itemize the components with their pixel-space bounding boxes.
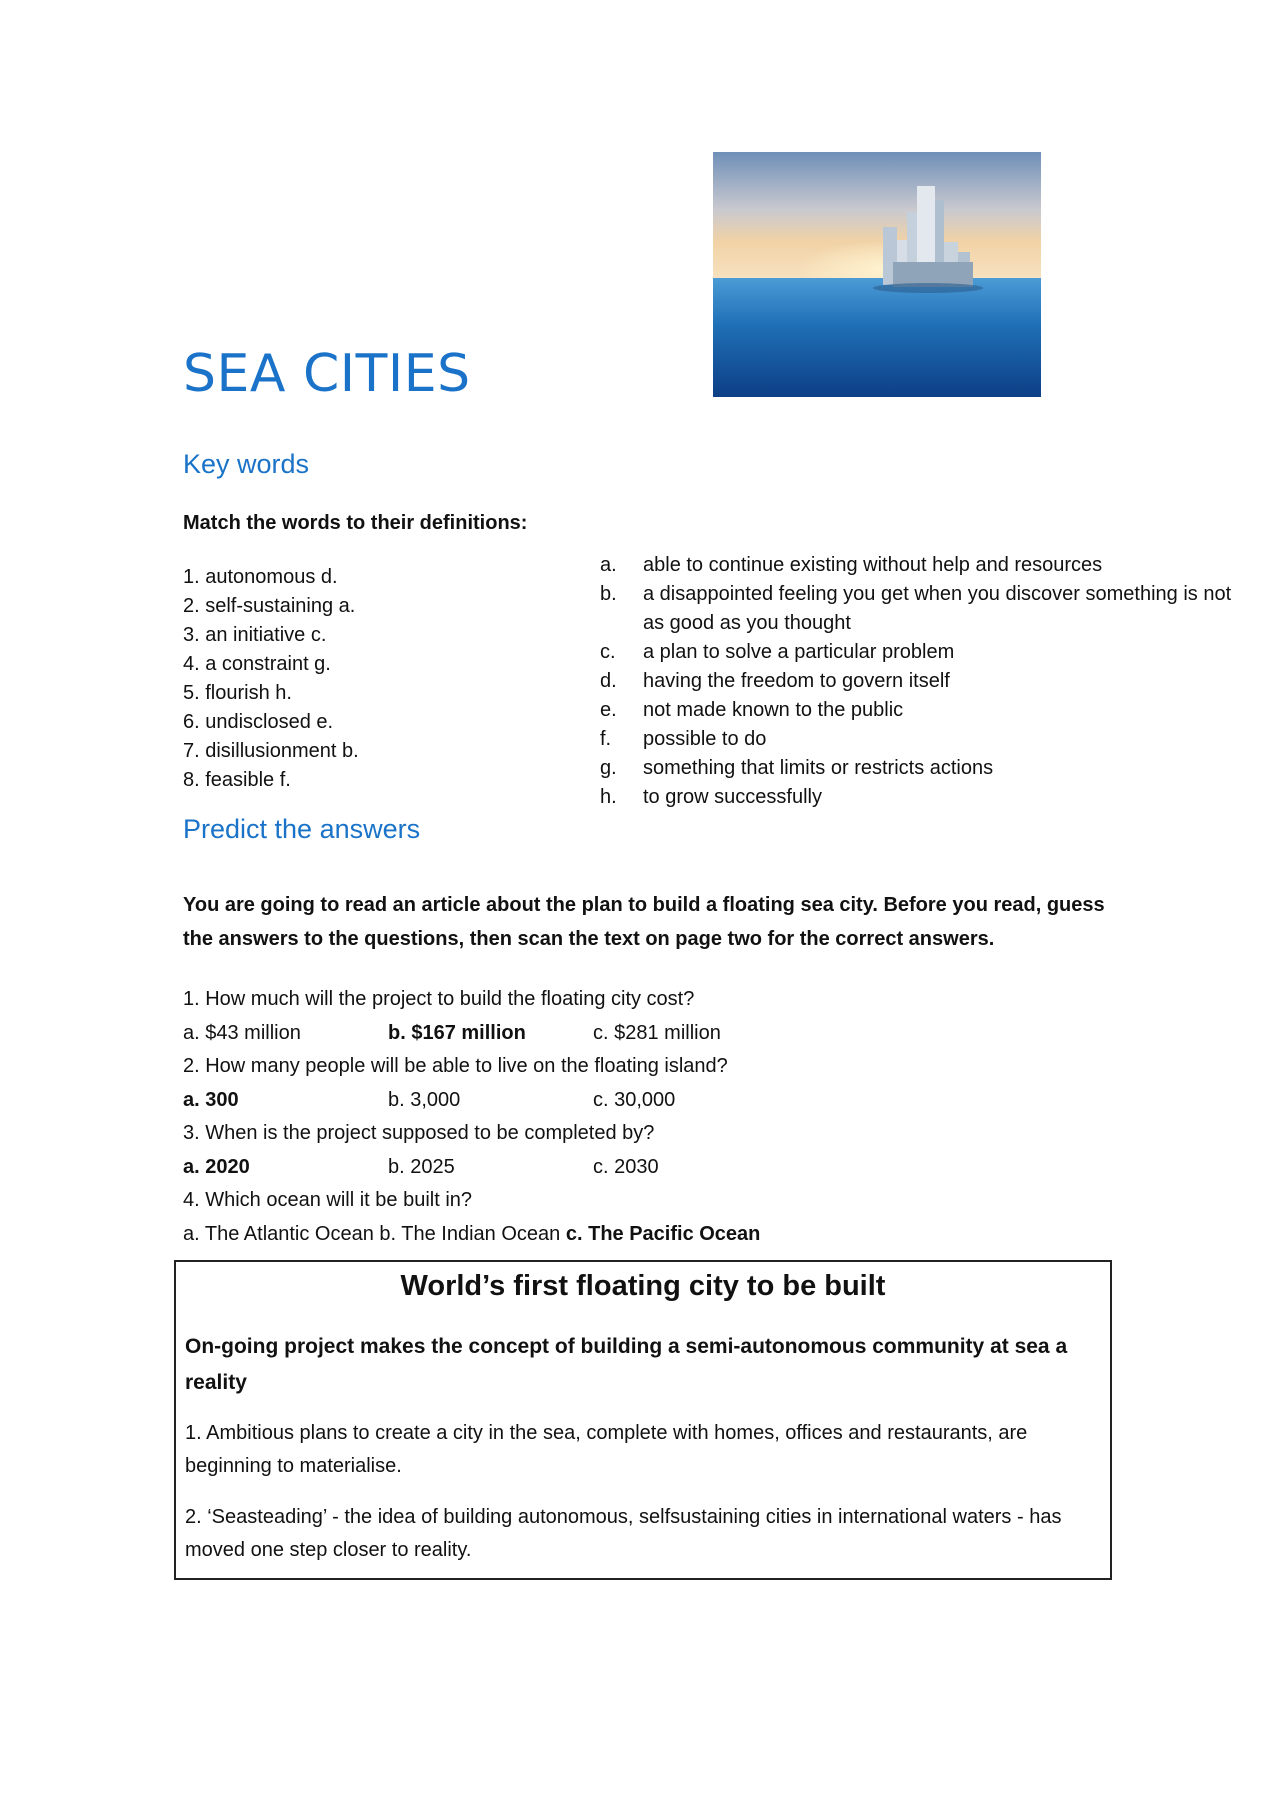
definition-text: not made known to the public xyxy=(643,699,904,721)
definition-text: something that limits or restricts actions xyxy=(643,757,994,779)
question-4: 4. Which ocean will it be built in? xyxy=(183,1189,473,1211)
option-c: c. 2030 xyxy=(593,1155,659,1178)
floating-city-photo xyxy=(713,152,1041,397)
option-a-b: a. The Atlantic Ocean b. The Indian Ocean xyxy=(183,1222,561,1245)
option-a: a. 2020 xyxy=(183,1155,250,1178)
definition-text: possible to do xyxy=(643,728,767,750)
word-item: 5. flourish h. xyxy=(183,682,292,704)
option-c: c. $281 million xyxy=(593,1021,721,1044)
option-b: b. $167 million xyxy=(388,1021,526,1044)
definition-letter: a. xyxy=(600,554,617,576)
question-4-options xyxy=(183,1218,1083,1252)
article-subtitle: On-going project makes the concept of building a semi-autonomous community at sea a reality xyxy=(185,1335,1068,1394)
definition-letter: c. xyxy=(600,641,616,663)
definition-item xyxy=(600,580,1240,638)
prediction-quiz xyxy=(183,983,1083,1251)
definition-letter: g. xyxy=(600,757,617,779)
question-1-options xyxy=(183,1017,1083,1051)
definition-text: to grow successfully xyxy=(643,786,822,808)
definition-letter: h. xyxy=(600,786,617,808)
definition-letter: d. xyxy=(600,670,617,692)
page-title: SEA CITIES xyxy=(183,344,471,404)
word-item: 1. autonomous d. xyxy=(183,566,338,588)
word-item: 8. feasible f. xyxy=(183,769,291,791)
definition-item xyxy=(600,667,1240,696)
word-item: 4. a constraint g. xyxy=(183,653,331,675)
definition-letter: b. xyxy=(600,583,617,605)
option-a: a. $43 million xyxy=(183,1021,301,1044)
article-title: World’s first floating city to be built xyxy=(400,1270,886,1302)
question-2-options xyxy=(183,1084,1083,1118)
key-words-heading: Key words xyxy=(183,449,310,479)
definition-text: a disappointed feeling you get when you discover something is not as good as you thought xyxy=(643,583,1232,634)
definition-item xyxy=(600,725,1240,754)
word-item: 7. disillusionment b. xyxy=(183,740,359,762)
article-paragraph-2: 2. ‘Seasteading’ - the idea of building autonomous, selfsustaining cities in international waters - has moved one step closer to reality. xyxy=(185,1506,1062,1561)
definition-text: able to continue existing without help and resources xyxy=(643,554,1103,576)
question-1: 1. How much will the project to build the floating city cost? xyxy=(183,988,695,1010)
word-list xyxy=(183,563,359,795)
predict-instruction: You are going to read an article about the plan to build a floating sea city. Before you read, guess the answers to the questions, then scan the text on page two for the correct answers. xyxy=(183,894,1105,950)
question-3: 3. When is the project supposed to be completed by? xyxy=(183,1122,655,1144)
definition-item xyxy=(600,754,1240,783)
definition-item xyxy=(600,551,1240,580)
key-words-instruction: Match the words to their definitions: xyxy=(183,512,528,534)
definition-text: having the freedom to govern itself xyxy=(643,670,950,692)
word-item: 6. undisclosed e. xyxy=(183,711,334,733)
word-item: 3. an initiative c. xyxy=(183,624,327,646)
definition-item xyxy=(600,638,1240,667)
article-paragraph-1: 1. Ambitious plans to create a city in the sea, complete with homes, offices and restaurants, are beginning to materialise. xyxy=(185,1422,1028,1477)
article-box xyxy=(174,1260,1112,1580)
predict-heading: Predict the answers xyxy=(183,814,421,844)
definition-list xyxy=(600,551,1240,812)
option-a: a. 300 xyxy=(183,1088,239,1111)
definition-letter: f. xyxy=(600,728,612,750)
option-c: c. The Pacific Ocean xyxy=(565,1222,761,1245)
definition-letter: e. xyxy=(600,699,617,721)
question-2: 2. How many people will be able to live on the floating island? xyxy=(183,1055,728,1077)
word-item: 2. self-sustaining a. xyxy=(183,595,356,617)
option-c: c. 30,000 xyxy=(593,1088,676,1111)
question-3-options xyxy=(183,1151,1083,1185)
definition-item xyxy=(600,696,1240,725)
definition-text: a plan to solve a particular problem xyxy=(643,641,955,663)
option-b: b. 2025 xyxy=(388,1155,455,1178)
definition-item xyxy=(600,783,1240,812)
option-b: b. 3,000 xyxy=(388,1088,461,1111)
